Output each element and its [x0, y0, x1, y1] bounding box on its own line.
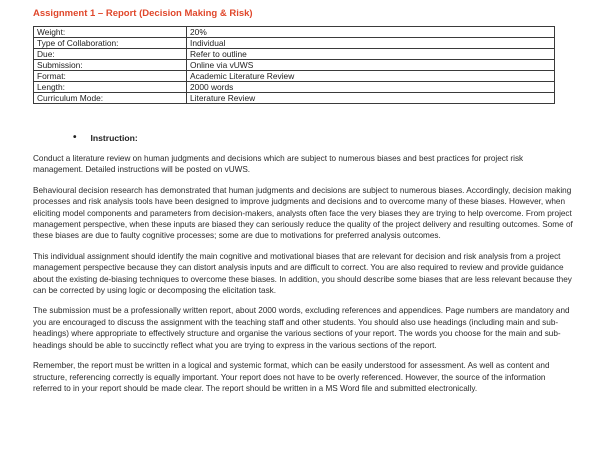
instruction-heading-text: Instruction: — [90, 132, 138, 143]
table-row — [34, 82, 555, 93]
table-row — [34, 27, 555, 38]
detail-label: Curriculum Mode: — [34, 93, 187, 104]
assignment-details-table — [33, 26, 555, 104]
instruction-heading — [73, 132, 576, 143]
detail-value: 20% — [187, 27, 555, 38]
detail-label: Type of Collaboration: — [34, 38, 187, 49]
detail-value: Online via vUWS — [187, 60, 555, 71]
paragraph-1: Conduct a literature review on human judgments and decisions which are subject to numerous biases and best practices for project risk management. Detailed instructions will be posted on vUWS. — [33, 154, 524, 175]
detail-label: Weight: — [34, 27, 187, 38]
table-row — [34, 38, 555, 49]
detail-label: Length: — [34, 82, 187, 93]
table-row — [34, 93, 555, 104]
detail-label: Submission: — [34, 60, 187, 71]
bullet-icon: • — [73, 132, 77, 143]
paragraph-5: Remember, the report must be written in a logical and systemic format, which can be easily understood for assessment. As well as content and structure, referencing correctly is equally important. Your report does not have to be overly referenced. However, the source of the information referred to in your report should be made clear. The report should be written in a MS Word file and submitted electronically. — [33, 361, 550, 393]
detail-value: Literature Review — [187, 93, 555, 104]
paragraph-2: Behavioural decision research has demonstrated that human judgments and decisions are subject to numerous biases. Accordingly, decision making processes and risk analysis tools have been designed to improve judgments and decisions and to overcome many of these biases. However, when eliciting model components and parameters from decision-makers, analysts often face the very biases they are trying to help overcome. From project management perspective, when these inputs are biased they can seriously reduce the quality of the project delivery and resulting outcomes. Some of these biases are due to faulty cognitive processes; some are due to motivations for preferred analysis outcomes. — [33, 185, 573, 241]
detail-label: Format: — [34, 71, 187, 82]
detail-value: 2000 words — [187, 82, 555, 93]
table-row — [34, 60, 555, 71]
assignment-title: Assignment 1 – Report (Decision Making & Risk) — [33, 8, 253, 19]
detail-label: Due: — [34, 49, 187, 60]
detail-value: Refer to outline — [187, 49, 555, 60]
paragraph-3: This individual assignment should identify the main cognitive and motivational biases that are relevant for decision and risk analysis from a project management perspective because they can distort analysis inputs and are difficult to correct. You are also required to review and provide guidance about the existing de-biasing techniques to overcome these biases. In addition, you should describe some biases that are less relevant because they can be corrected by using logic or decomposing the elicitation task. — [33, 251, 572, 296]
paragraph-4: The submission must be a professionally written report, about 2000 words, excluding references and appendices. Page numbers are mandatory and you are encouraged to discuss the assignment with the teaching staff and other students. You should also use headings (including main and sub-headings) where appropriate to effectively structure and organise the various sections of your report. The words you choose for the main and sub-headings should be able to succinctly reflect what you are trying to express in the various sections of the report. — [33, 306, 570, 350]
table-row — [34, 71, 555, 82]
table-row — [34, 49, 555, 60]
detail-value: Academic Literature Review — [187, 71, 555, 82]
detail-value: Individual — [187, 38, 555, 49]
